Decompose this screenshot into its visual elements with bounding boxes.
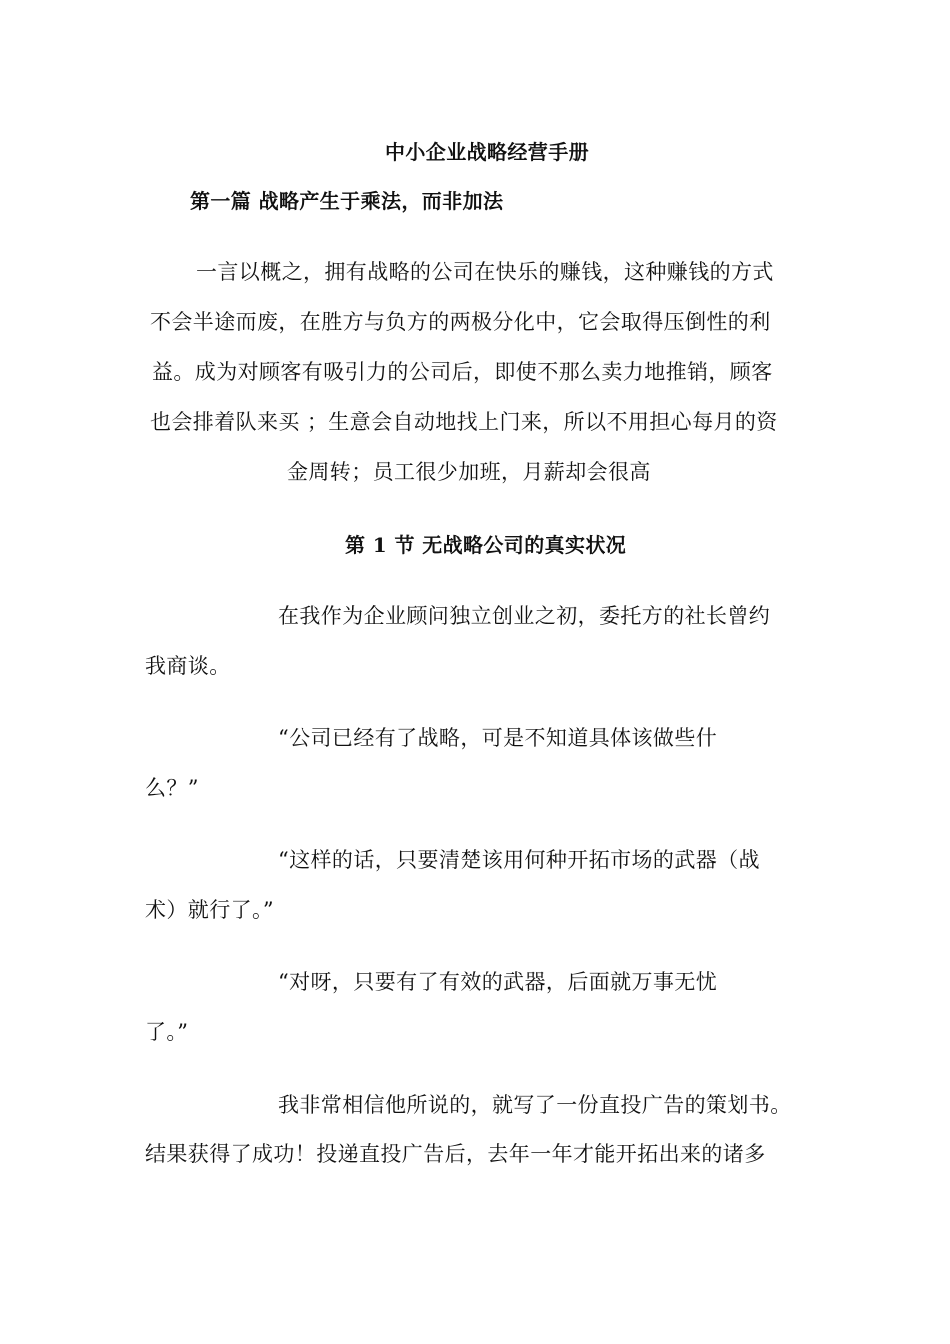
paragraph-line: 我非常相信他所说的，就写了一份直投广告的策划书。 bbox=[278, 1093, 792, 1117]
paragraph-line: 么？” bbox=[145, 776, 199, 800]
paragraph-line: 了。” bbox=[145, 1020, 189, 1044]
paragraph-line: 在我作为企业顾问独立创业之初，委托方的社长曾约 bbox=[278, 604, 771, 628]
paragraph-line: 我商谈。 bbox=[145, 654, 231, 678]
intro-line: 一言以概之，拥有战略的公司在快乐的赚钱，这种赚钱的方式 bbox=[196, 260, 774, 284]
paragraph-line: 术）就行了。” bbox=[145, 898, 275, 922]
paragraph-line: “公司已经有了战略，可是不知道具体该做些什 bbox=[278, 726, 718, 750]
intro-line: 益。成为对顾客有吸引力的公司后，即使不那么卖力地推销，顾客 bbox=[152, 360, 773, 384]
part-heading: 第一篇 战略产生于乘法，而非加法 bbox=[190, 189, 504, 213]
paragraph-line: 结果获得了成功！投递直投广告后，去年一年才能开拓出来的诸多 bbox=[145, 1142, 766, 1166]
intro-line: 也会排着队来买 ；生意会自动地找上门来，所以不用担心每月的资 bbox=[150, 410, 778, 434]
paragraph-line: “这样的话，只要清楚该用何种开拓市场的武器（战 bbox=[278, 848, 760, 872]
document-title: 中小企业战略经营手册 bbox=[385, 140, 589, 164]
intro-line: 金周转；员工很少加班，月薪却会很高 bbox=[287, 460, 651, 484]
paragraph-line: “对呀，只要有了有效的武器，后面就万事无忧 bbox=[278, 970, 718, 994]
intro-line: 不会半途而废，在胜方与负方的两极分化中，它会取得压倒性的利 bbox=[150, 310, 771, 334]
section-heading: 第 1 节 无战略公司的真实状况 bbox=[345, 533, 627, 557]
